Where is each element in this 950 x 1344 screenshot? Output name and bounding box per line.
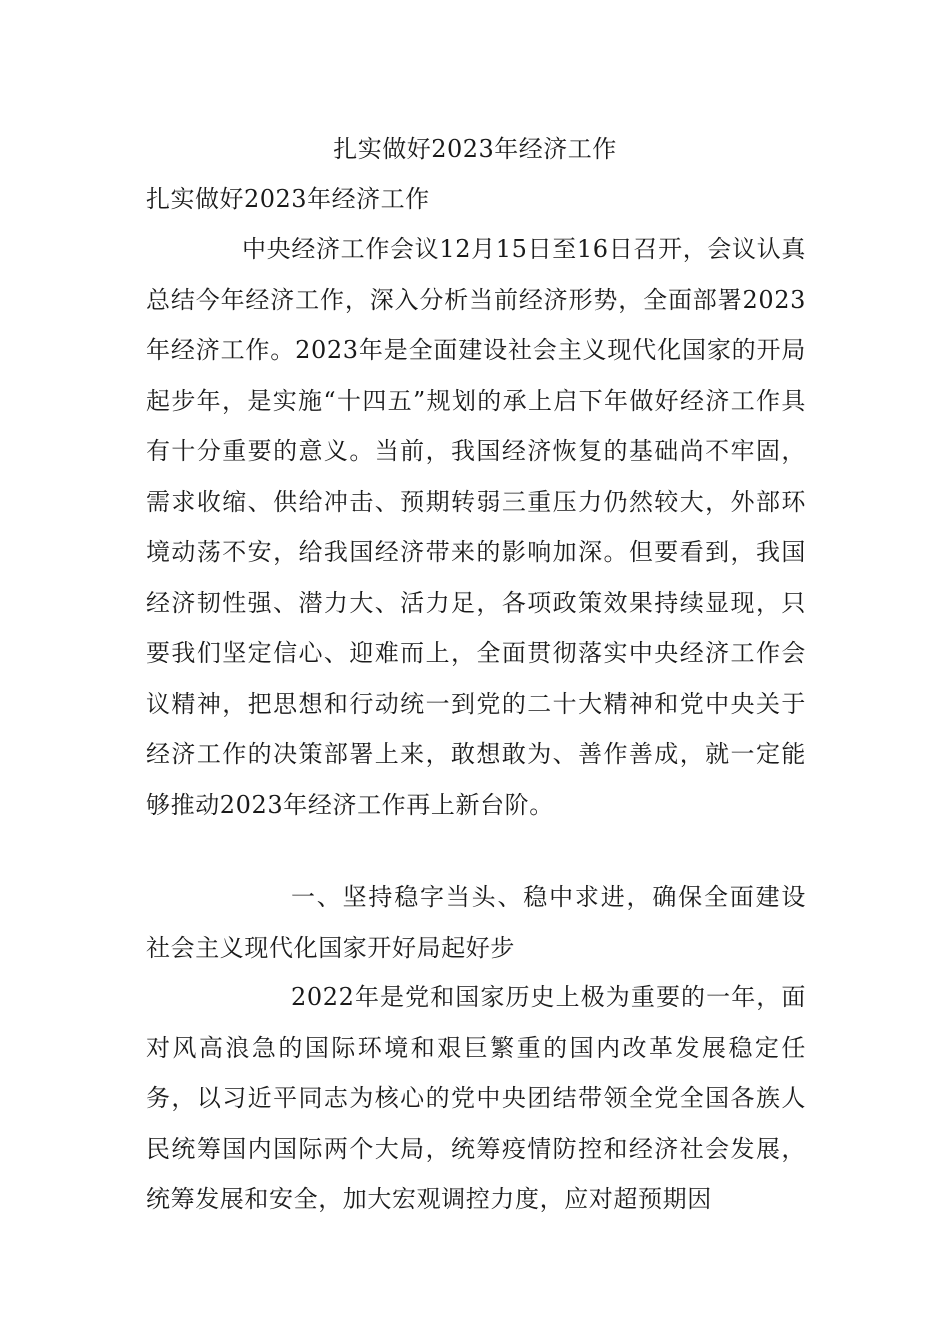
paragraph-section-1: 2022年是党和国家历史上极为重要的一年，面对风高浪急的国际环境和艰巨繁重的国内改革发展稳定任务，以习近平同志为核心的党中央团结带领全党全国各族人民统筹国内国际两个大局，统筹疫情防控和经济社会发展，统筹发展和安全，加大宏观调控力度，应对超预期因 xyxy=(146,983,806,1213)
section-heading-1: 一、坚持稳字当头、稳中求进，确保全面建设社会主义现代化国家开好局起好步 xyxy=(146,883,806,962)
document-title: 扎实做好2023年经济工作 xyxy=(333,135,617,163)
paragraph-intro: 中央经济工作会议12月15日至16日召开，会议认真总结今年经济工作，深入分析当前经济形势，全面部署2023年经济工作。2023年是全面建设社会主义现代化国家的开局起步年，是实施“十四五”规划的承上启下年做好经济工作具有十分重要的意义。当前，我国经济恢复的基础尚不牢固，需求收缩、供给冲击、预期转弱三重压力仍然较大，外部环境动荡不安，给我国经济带来的影响加深。但要看到，我国经济韧性强、潜力大、活力足，各项政策效果持续显现，只要我们坚定信心、迎难而上，全面贯彻落实中央经济工作会议精神，把思想和行动统一到党的二十大精神和党中央关于经济工作的决策部署上来，敢想敢为、善作善成，就一定能够推动2023年经济工作再上新台阶。 xyxy=(146,235,806,819)
document-subtitle: 扎实做好2023年经济工作 xyxy=(146,185,430,213)
